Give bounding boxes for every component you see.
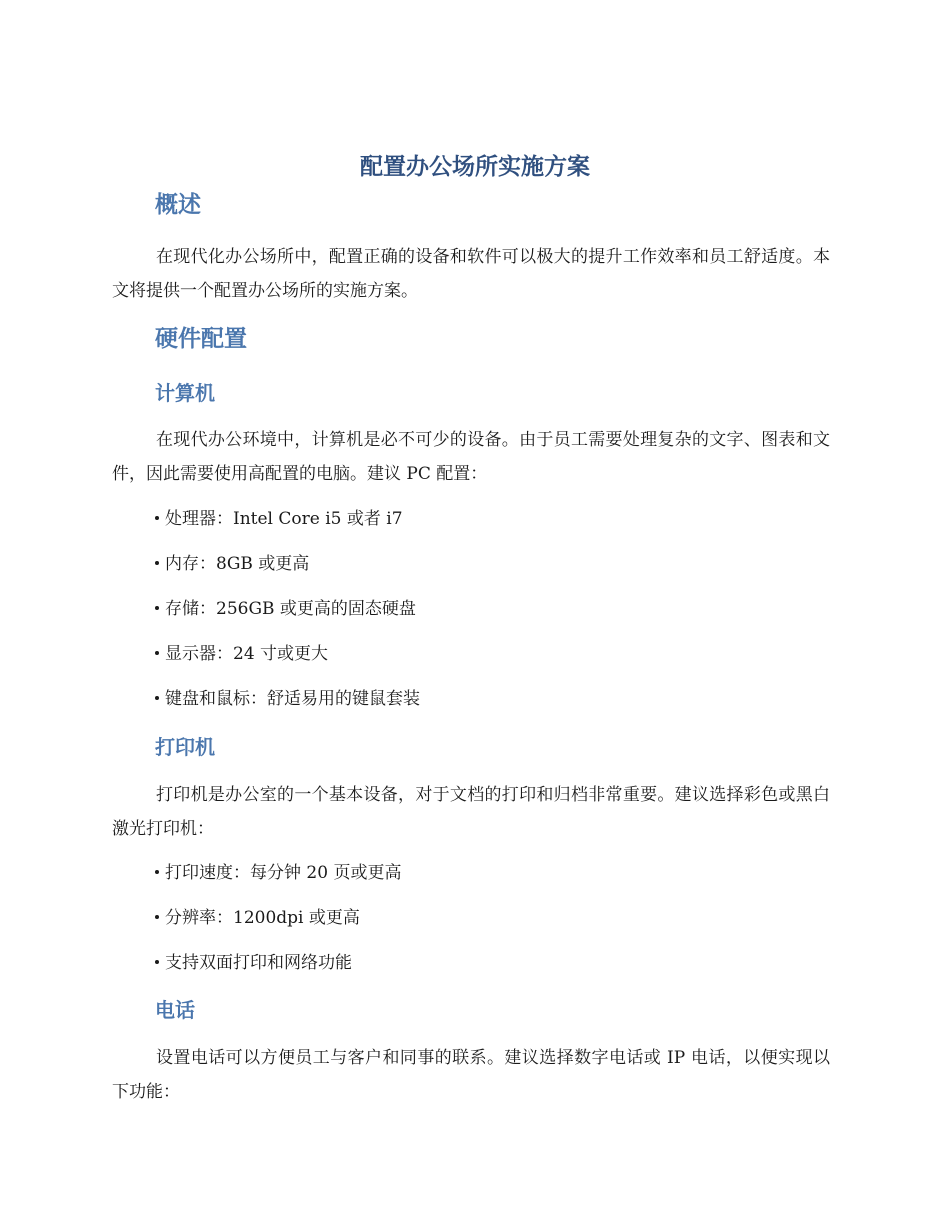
list-item [155, 861, 401, 885]
heading-printer: 打印机 [155, 735, 215, 759]
list-item [155, 642, 328, 666]
bullet-icon [155, 870, 159, 874]
list-item [155, 951, 352, 975]
list-item [155, 597, 416, 621]
bullet-icon [155, 960, 159, 964]
list-item-text: 打印速度：每分钟 20 页或更高 [165, 863, 402, 883]
heading-computer: 计算机 [155, 381, 215, 405]
bullet-icon [155, 915, 159, 919]
bullet-icon [155, 651, 159, 655]
bullet-icon [155, 516, 159, 520]
list-item-text: 内存：8GB 或更高 [165, 554, 310, 574]
paragraph-printer: 打印机是办公室的一个基本设备，对于文档的打印和归档非常重要。建议选择彩色或黑白激光打印机： [112, 785, 830, 839]
list-item-text: 键盘和鼠标：舒适易用的键鼠套装 [165, 689, 420, 709]
list-item-text: 分辨率：1200dpi 或更高 [165, 908, 360, 928]
document-title: 配置办公场所实施方案 [360, 154, 590, 180]
list-item [155, 906, 360, 930]
bullet-icon [155, 561, 159, 565]
heading-hardware: 硬件配置 [155, 326, 247, 352]
list-item [155, 552, 309, 576]
list-item [155, 687, 420, 711]
bullet-icon [155, 696, 159, 700]
heading-overview: 概述 [155, 192, 201, 218]
list-item-text: 支持双面打印和网络功能 [165, 953, 352, 973]
list-item [155, 507, 403, 531]
list-item-text: 显示器：24 寸或更大 [165, 644, 329, 664]
list-item-text: 存储：256GB 或更高的固态硬盘 [165, 599, 416, 619]
bullet-icon [155, 606, 159, 610]
paragraph-overview: 在现代化办公场所中，配置正确的设备和软件可以极大的提升工作效率和员工舒适度。本文将提供一个配置办公场所的实施方案。 [112, 247, 830, 301]
heading-phone: 电话 [155, 998, 195, 1022]
paragraph-computer: 在现代办公环境中，计算机是必不可少的设备。由于员工需要处理复杂的文字、图表和文件，因此需要使用高配置的电脑。建议 PC 配置： [112, 430, 830, 484]
list-item-text: 处理器：Intel Core i5 或者 i7 [165, 509, 403, 529]
paragraph-phone: 设置电话可以方便员工与客户和同事的联系。建议选择数字电话或 IP 电话，以便实现以下功能： [112, 1048, 830, 1102]
